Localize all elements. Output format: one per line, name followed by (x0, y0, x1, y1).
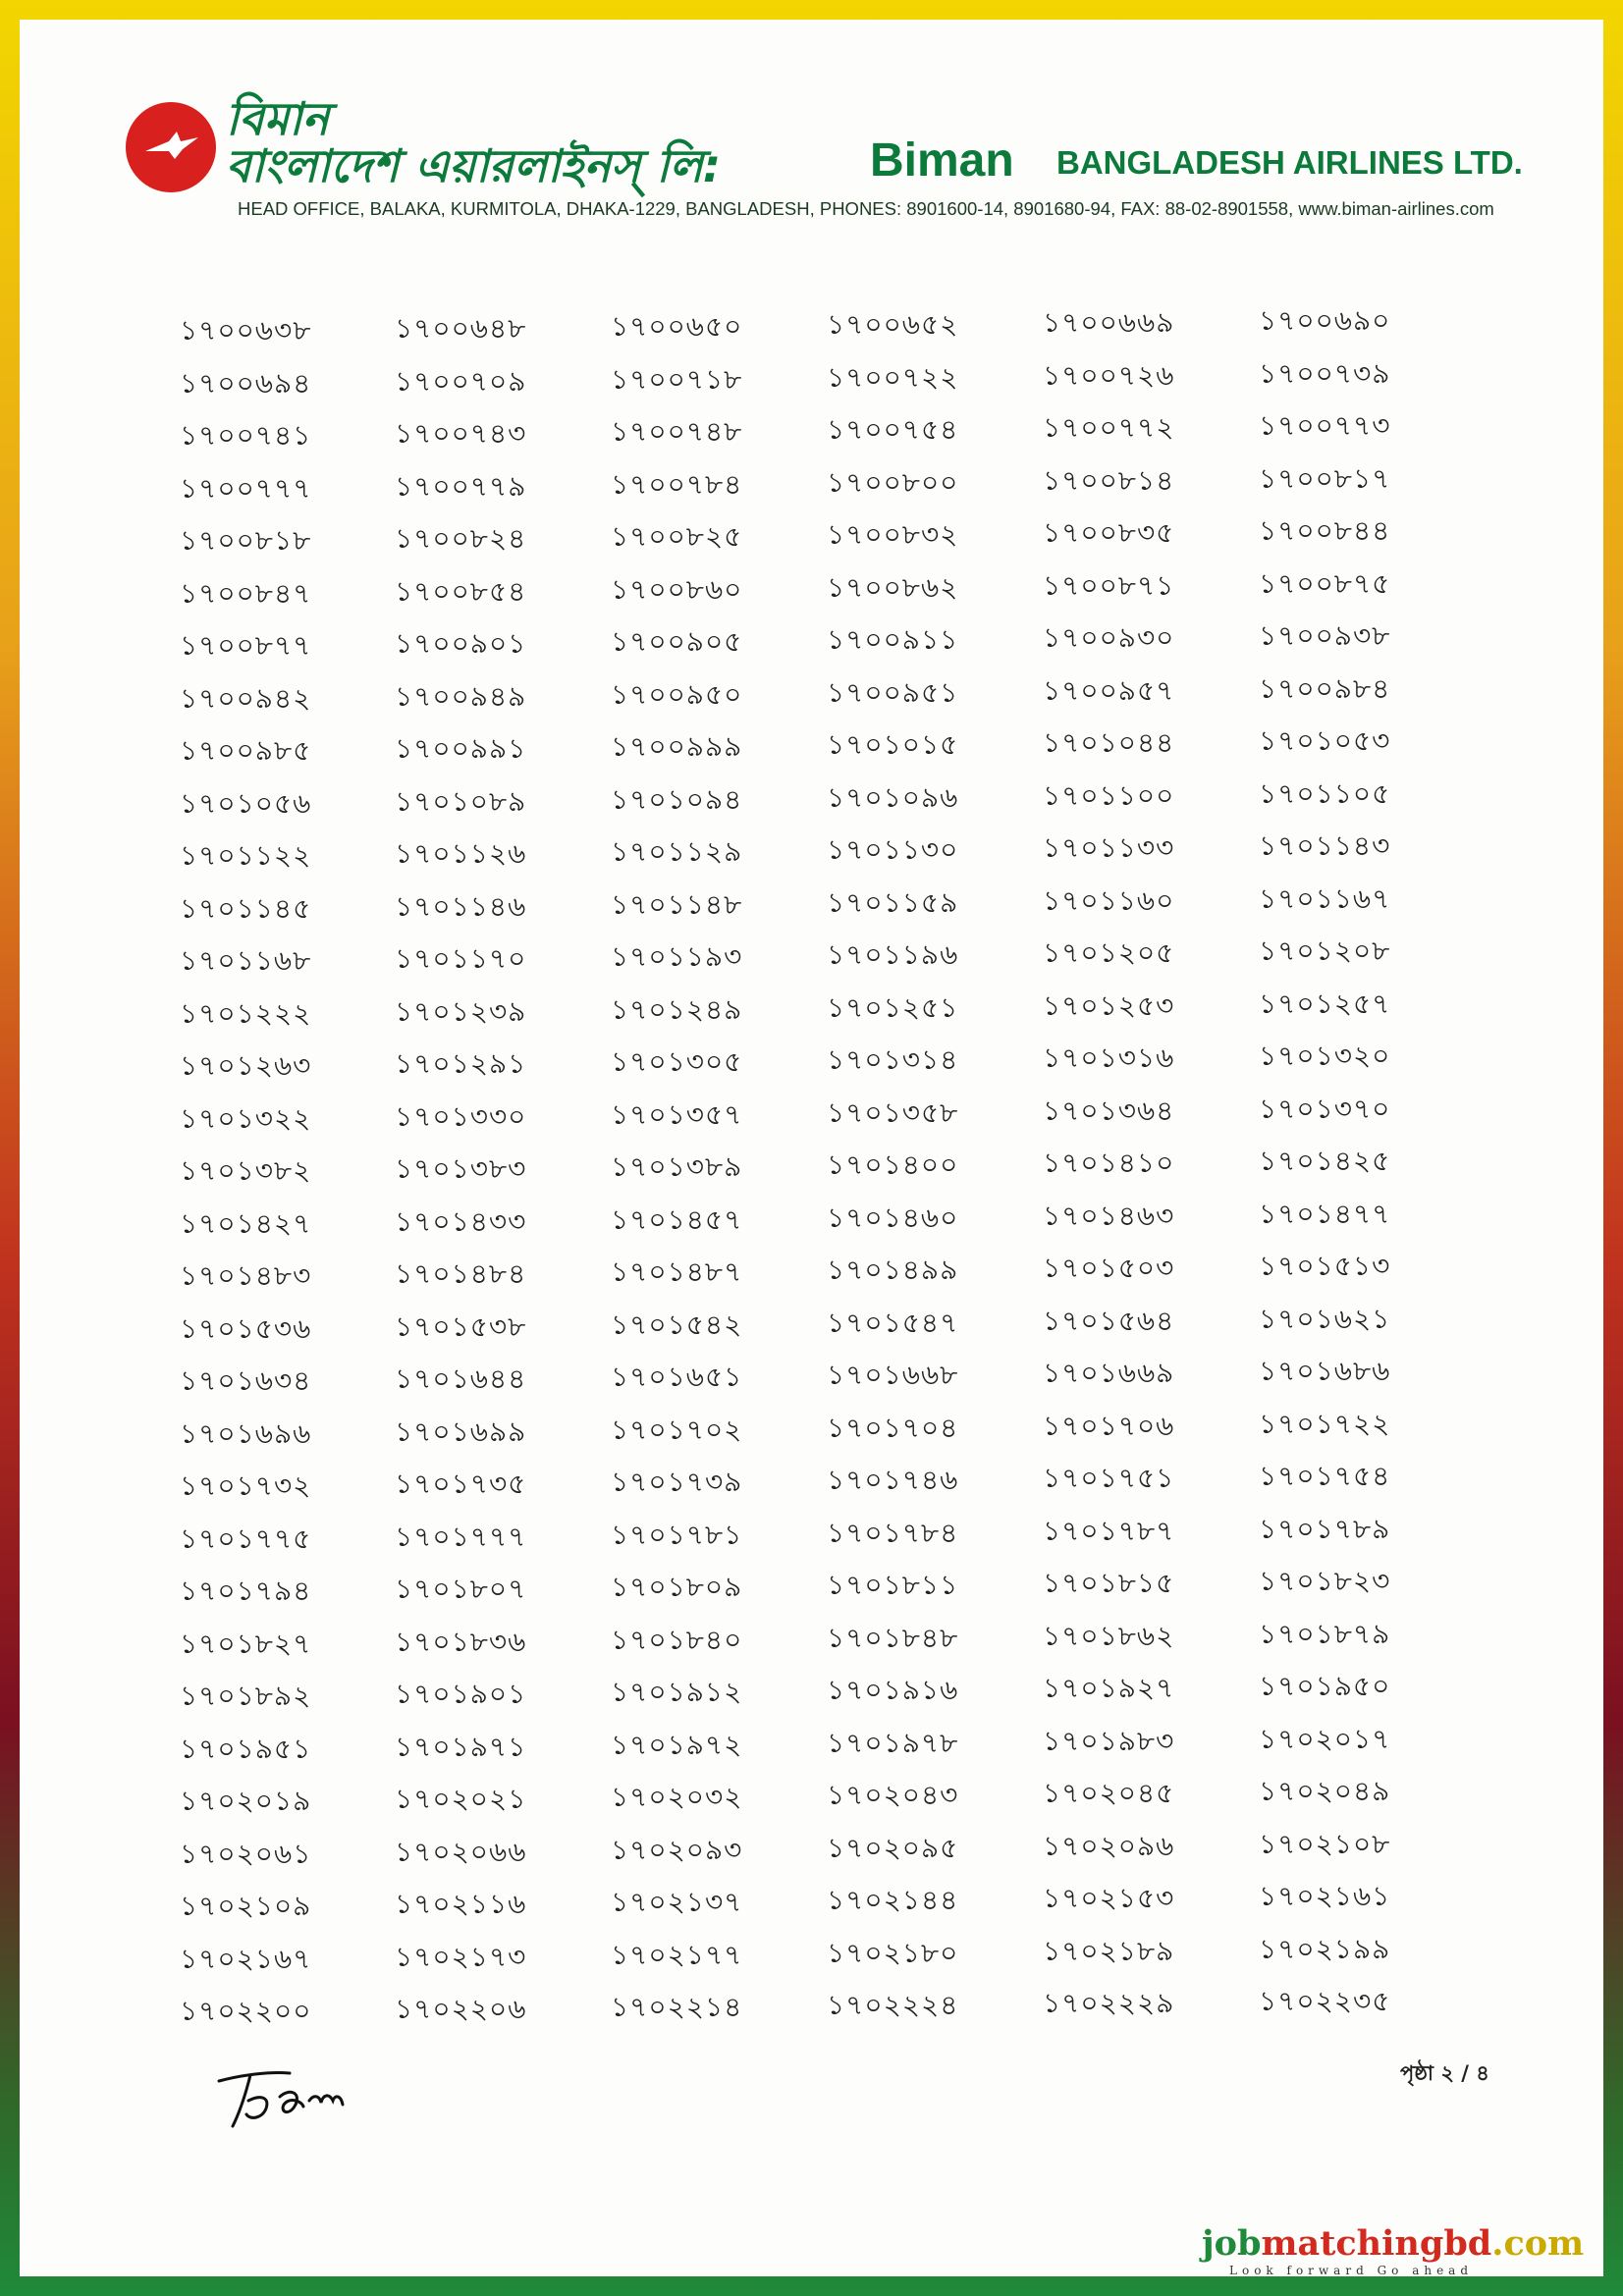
roll-number: ১৭০২০৬১ (180, 1837, 312, 1870)
roll-number: ১৭০১০৪৪ (1043, 726, 1175, 759)
roll-number: ১৭০১৭০৬ (1043, 1409, 1175, 1442)
watermark-part2: matchingbd (1261, 2223, 1492, 2264)
roll-number: ১৭০১২৪৯ (611, 992, 743, 1026)
roll-number: ১৭০১৭৫১ (1043, 1462, 1175, 1494)
roll-number: ১৭০২২০৬ (395, 1993, 527, 2025)
watermark-part3: .com (1491, 2223, 1585, 2264)
roll-number: ১৭০২০৪৩ (827, 1779, 959, 1811)
roll-number: ১৭০০৬৯৪ (180, 366, 312, 400)
roll-number: ১৭০১৯২৭ (1043, 1672, 1175, 1704)
roll-number: ১৭০২০৬৬ (395, 1835, 527, 1868)
roll-number: ১৭০১১৭০ (395, 942, 527, 975)
roll-number: ১৭০০৭৩৯ (1259, 356, 1391, 390)
roll-number: ১৭০১২০৮ (1259, 934, 1391, 967)
roll-number: ১৭০২০৯৬ (1043, 1829, 1175, 1862)
roll-number: ১৭০১৩৫৮ (827, 1095, 959, 1129)
roll-number: ১৭০০৯০১ (395, 627, 527, 660)
roll-number: ১৭০১৮৭৯ (1259, 1617, 1391, 1650)
roll-number: ১৭০০৮৬০ (611, 572, 743, 606)
roll-number: ১৭০১৮০৯ (611, 1571, 743, 1603)
roll-number: ১৭০১৪৮৭ (611, 1255, 743, 1288)
roll-number: ১৭০১৫০৩ (1043, 1252, 1175, 1284)
roll-number: ১৭০১৪৬০ (827, 1201, 959, 1234)
roll-number: ১৭০০৮৪৭ (180, 576, 312, 610)
roll-number: ১৭০১৮১৫ (1043, 1567, 1175, 1599)
roll-number: ১৭০০৭৪৮ (611, 415, 743, 448)
roll-number: ১৭০০৬৪৮ (395, 312, 527, 345)
roll-number-grid (20, 20, 1603, 2276)
roll-number: ১৭০০৯৫১ (827, 675, 959, 709)
roll-number: ১৭০০৯৯৯ (611, 730, 743, 763)
roll-number: ১৭০১৬৬৯ (1043, 1357, 1175, 1389)
roll-number: ১৭০১২৫১ (827, 990, 959, 1024)
head-office-address: HEAD OFFICE, BALAKA, KURMITOLA, DHAKA-1229, BANGLADESH, PHONES: 8901600-14, 8901680-94, FAX: 88-02-8901558, www.biman-airlines.com (238, 198, 1494, 219)
roll-number: ১৭০১৪২৫ (1259, 1145, 1391, 1177)
roll-number: ১৭০১৭৪৬ (827, 1464, 959, 1496)
roll-number: ১৭০০৮৩২ (827, 518, 959, 551)
roll-number: ১৭০২১০৮ (1259, 1827, 1391, 1860)
roll-number: ১৭০২০১৯ (180, 1785, 312, 1817)
roll-number: ১৭০২১৪৪ (827, 1884, 959, 1916)
roll-number: ১৭০১১৬৮ (180, 944, 312, 977)
roll-number: ১৭০০৭৪৩ (395, 417, 527, 450)
roll-number: ১৭০০৭২২ (827, 360, 959, 394)
roll-number: ১৭০১৪০০ (827, 1148, 959, 1181)
roll-number: ১৭০১৫৩৬ (180, 1311, 312, 1345)
roll-number: ১৭০১৮২৭ (180, 1627, 312, 1660)
roll-number: ১৭০২২৩৫ (1259, 1985, 1391, 2017)
signature-icon (211, 2061, 407, 2140)
roll-number: ১৭০১৫১৩ (1259, 1250, 1391, 1282)
roll-number: ১৭০১৭৭৭ (395, 1520, 527, 1553)
roll-number: ১৭০২২২৪ (827, 1989, 959, 2021)
roll-number: ১৭০০৬৬৯ (1043, 306, 1175, 339)
roll-number: ১৭০০৯০৫ (611, 625, 743, 658)
roll-number: ১৭০০৭২৬ (1043, 358, 1175, 392)
roll-number: ১৭০০৯৫০ (611, 677, 743, 711)
roll-number: ১৭০০৮৭১ (1043, 568, 1175, 602)
roll-number: ১৭০১৪৮৩ (180, 1259, 312, 1292)
roll-number: ১৭০১৬৯৯ (395, 1415, 527, 1448)
roll-number: ১৭০১৪৫৭ (611, 1202, 743, 1236)
roll-number: ১৭০২২১৪ (611, 1991, 743, 2023)
roll-number: ১৭০১৭৮৯ (1259, 1512, 1391, 1545)
roll-number: ১৭০১৮১১ (827, 1569, 959, 1601)
roll-number: ১৭০০৯৪৯ (395, 679, 527, 713)
roll-number: ১৭০১৪৮৪ (395, 1257, 527, 1290)
roll-number: ১৭০১৪৩৩ (395, 1204, 527, 1238)
roll-number: ১৭০১৩২০ (1259, 1040, 1391, 1072)
roll-number: ১৭০০৬৫২ (827, 308, 959, 341)
roll-number: ১৭০২০৩২ (611, 1781, 743, 1813)
roll-number: ১৭০১৭৩৯ (611, 1466, 743, 1498)
roll-number: ১৭০০৮২৪ (395, 522, 527, 555)
roll-number: ১৭০১১০৫ (1259, 776, 1391, 810)
watermark-tagline: Look forward Go ahead (1229, 2264, 1474, 2277)
roll-number: ১৭০১২০৫ (1043, 936, 1175, 969)
roll-number: ১৭০২১৬৭ (180, 1942, 312, 1975)
roll-number: ১৭০০৬৯০ (1259, 304, 1391, 337)
roll-number: ১৭০২১৩৭ (611, 1886, 743, 1918)
roll-number: ১৭০১৩১৬ (1043, 1041, 1175, 1074)
roll-number: ১৭০১৩৭০ (1259, 1092, 1391, 1125)
roll-number: ১৭০১২৯১ (395, 1047, 527, 1080)
roll-number: ১৭০১৭৩৫ (395, 1468, 527, 1500)
roll-number: ১৭০১১২২ (180, 839, 312, 872)
roll-number: ১৭০১৮৩৬ (395, 1625, 527, 1658)
roll-number: ১৭০০৯৪২ (180, 681, 312, 715)
roll-number: ১৭০১৬৮৬ (1259, 1355, 1391, 1387)
roll-number: ১৭০১৯১২ (611, 1676, 743, 1708)
bangla-name-line2: বাংলাদেশ এয়ারলাইনস্ লি: (226, 139, 722, 192)
roll-number: ১৭০২২০০ (180, 1995, 312, 2027)
roll-number: ১৭০১৭৯৪ (180, 1575, 312, 1607)
roll-number: ১৭০০৮০০ (827, 465, 959, 499)
roll-number: ১৭০০৭৪১ (180, 419, 312, 452)
roll-number: ১৭০১৯৭৮ (827, 1726, 959, 1759)
roll-number: ১৭০০৭০৯ (395, 364, 527, 398)
roll-number: ১৭০১২৬৩ (180, 1049, 312, 1082)
roll-number: ১৭০০৭৭২ (1043, 411, 1175, 444)
roll-number: ১৭০১৬৩৪ (180, 1364, 312, 1397)
roll-number: ১৭০১৫৪২ (611, 1308, 743, 1341)
roll-number: ১৭০০৯১১ (827, 623, 959, 656)
roll-number: ১৭০১৭০২ (611, 1413, 743, 1446)
roll-number: ১৭০১৯০১ (395, 1678, 527, 1710)
roll-number: ১৭০২০১৭ (1259, 1722, 1391, 1755)
roll-number: ১৭০১৪১০ (1043, 1147, 1175, 1179)
roll-number: ১৭০০৬৫০ (611, 310, 743, 343)
roll-number: ১৭০১৯১৬ (827, 1674, 959, 1706)
roll-number: ১৭০১০১৫ (827, 728, 959, 761)
roll-number: ১৭০১২২২ (180, 996, 312, 1030)
roll-number: ১৭০১১৬৭ (1259, 881, 1391, 915)
roll-number: ১৭০২১৯৯ (1259, 1932, 1391, 1965)
roll-number: ১৭০০৭৭৯ (395, 469, 527, 503)
roll-number: ১৭০১৩৩০ (395, 1099, 527, 1133)
roll-number: ১৭০১১৬০ (1043, 883, 1175, 917)
roll-number: ১৭০২১৬১ (1259, 1880, 1391, 1912)
roll-number: ১৭০১৩৮৩ (395, 1152, 527, 1185)
roll-number: ১৭০২০৪৯ (1259, 1775, 1391, 1807)
roll-number: ১৭০০৮২৫ (611, 520, 743, 553)
roll-number: ১৭০০৭৭৭ (180, 471, 312, 505)
roll-number: ১৭০১০৯৬ (827, 780, 959, 814)
roll-number: ১৭০১১২৯ (611, 835, 743, 868)
roll-number: ১৭০২০৪৫ (1043, 1777, 1175, 1809)
roll-number: ১৭০১৬৫১ (611, 1361, 743, 1393)
roll-number: ১৭০০৮৩৫ (1043, 516, 1175, 549)
roll-number: ১৭০১৩২২ (180, 1101, 312, 1135)
english-biman: Biman (870, 134, 1014, 187)
roll-number: ১৭০১০৫৬ (180, 786, 312, 820)
roll-number: ১৭০২১১৬ (395, 1888, 527, 1920)
roll-number: ১৭০০৬৩৮ (180, 314, 312, 347)
roll-number: ১৭০১৪২৭ (180, 1206, 312, 1240)
roll-number: ১৭০১৩৮২ (180, 1154, 312, 1187)
roll-number: ১৭০১৮২৩ (1259, 1565, 1391, 1597)
roll-number: ১৭০১৫৬৪ (1043, 1304, 1175, 1337)
roll-number: ১৭০০৯৮৪ (1259, 671, 1391, 705)
roll-number: ১৭০১১৩৩ (1043, 831, 1175, 864)
roll-number: ১৭০০৮৭৭ (180, 629, 312, 662)
roll-number: ১৭০০৮১৭ (1259, 461, 1391, 495)
roll-number: ১৭০১৩০৫ (611, 1045, 743, 1078)
roll-number: ১৭০১৪৭৭ (1259, 1197, 1391, 1230)
watermark-part1: job (1202, 2223, 1262, 2264)
roll-number: ১৭০১৮০৭ (395, 1573, 527, 1605)
roll-number: ১৭০২১৮৯ (1043, 1934, 1175, 1967)
roll-number: ১৭০১৬৯৬ (180, 1416, 312, 1450)
roll-number: ১৭০১৮৬২ (1043, 1619, 1175, 1652)
roll-number: ১৭০১০৮৯ (395, 784, 527, 818)
roll-number: ১৭০১১৪৫ (180, 891, 312, 925)
roll-number: ১৭০১৮৪৮ (827, 1621, 959, 1654)
roll-number: ১৭০১৯৭২ (611, 1728, 743, 1761)
roll-number: ১৭০১৭৮৭ (1043, 1514, 1175, 1547)
roll-number: ১৭০১৮৯২ (180, 1680, 312, 1712)
roll-number: ১৭০২১৭৩ (395, 1940, 527, 1973)
roll-number: ১৭০১০৫৩ (1259, 724, 1391, 757)
roll-number: ১৭০০৮৫৪ (395, 574, 527, 608)
roll-number: ১৭০১৬৬৮ (827, 1359, 959, 1391)
roll-number: ১৭০১৭৫৪ (1259, 1460, 1391, 1492)
roll-number: ১৭০২০৯৫ (827, 1831, 959, 1864)
roll-number: ১৭০২০২১ (395, 1783, 527, 1815)
bangla-name-line1: বিমান (226, 92, 330, 145)
roll-number: ১৭০১৯৫১ (180, 1732, 312, 1765)
roll-number: ১৭০১১৩০ (827, 833, 959, 866)
roll-number: ১৭০০৯৩০ (1043, 621, 1175, 654)
roll-number: ১৭০০৭৮৪ (611, 467, 743, 501)
roll-number: ১৭০১৫৩৮ (395, 1309, 527, 1343)
roll-number: ১৭০২০৯৩ (611, 1833, 743, 1866)
roll-number: ১৭০০৯৫৭ (1043, 673, 1175, 707)
roll-number: ১৭০১৯৫০ (1259, 1670, 1391, 1702)
roll-number: ১৭০১৭৭৫ (180, 1522, 312, 1555)
roll-number: ১৭০১৬২১ (1259, 1302, 1391, 1335)
roll-number: ১৭০১৭৮৪ (827, 1516, 959, 1549)
english-company-name: BANGLADESH AIRLINES LTD. (1056, 144, 1523, 181)
roll-number: ১৭০০৮৭৫ (1259, 566, 1391, 600)
roll-number: ১৭০২২২৯ (1043, 1987, 1175, 2019)
roll-number: ১৭০১৭৮১ (611, 1518, 743, 1551)
roll-number: ১৭০১৩১৪ (827, 1043, 959, 1076)
roll-number: ১৭০০৭৫৪ (827, 413, 959, 446)
roll-number: ১৭০১২৩৯ (395, 994, 527, 1028)
roll-number: ১৭০১৩৬৪ (1043, 1094, 1175, 1127)
roll-number: ১৭০১৩৮৯ (611, 1150, 743, 1183)
roll-number: ১৭০১৮৪০ (611, 1623, 743, 1656)
roll-number: ১৭০১৪৯৯ (827, 1254, 959, 1286)
roll-number: ১৭০১১৫৯ (827, 885, 959, 919)
roll-number: ১৭০০৯৩৮ (1259, 619, 1391, 652)
roll-number: ১৭০১৭২২ (1259, 1407, 1391, 1440)
roll-number: ১৭০০৯৮৫ (180, 734, 312, 767)
roll-number: ১৭০১৭৩২ (180, 1469, 312, 1502)
roll-number: ১৭০১১২৬ (395, 837, 527, 870)
roll-number: ১৭০১১৪৮ (611, 887, 743, 921)
roll-number: ১৭০২১০৯ (180, 1890, 312, 1922)
roll-number: ১৭০১৫৪৭ (827, 1306, 959, 1339)
roll-number: ১৭০০৯৯১ (395, 732, 527, 765)
roll-number: ১৭০০৮৪৪ (1259, 514, 1391, 547)
roll-number: ১৭০০৭৭৩ (1259, 409, 1391, 442)
roll-number: ১৭০১১০০ (1043, 778, 1175, 812)
roll-number: ১৭০১২৫৩ (1043, 988, 1175, 1022)
roll-number: ১৭০১১৯৩ (611, 940, 743, 973)
roll-number: ১৭০০৮১৪ (1043, 463, 1175, 497)
roll-number: ১৭০১৭০৪ (827, 1411, 959, 1444)
roll-number: ১৭০১১৯৬ (827, 938, 959, 971)
roll-number: ১৭০১৯৮৩ (1043, 1724, 1175, 1757)
roll-number: ১৭০১০৯৪ (611, 782, 743, 816)
roll-number: ১৭০২১৭৭ (611, 1938, 743, 1971)
roll-number: ১৭০০৮১৮ (180, 524, 312, 557)
roll-number: ১৭০১৪৬৩ (1043, 1199, 1175, 1232)
roll-number: ১৭০১১৪৩ (1259, 829, 1391, 862)
roll-number: ১৭০০৮৬২ (827, 570, 959, 604)
roll-number: ১৭০১৬৪৪ (395, 1362, 527, 1395)
roll-number: ১৭০২১৮০ (827, 1936, 959, 1969)
roll-number: ১৭০১৩৫৭ (611, 1097, 743, 1131)
watermark-logo (1202, 2224, 1614, 2264)
roll-number: ১৭০২১৫৩ (1043, 1882, 1175, 1914)
roll-number: ১৭০১১৪৬ (395, 889, 527, 923)
page-number: পৃষ্ঠা ২ / ৪ (1400, 2061, 1489, 2085)
document-page (20, 20, 1603, 2276)
roll-number: ১৭০১২৫৭ (1259, 987, 1391, 1020)
roll-number: ১৭০১৯৭১ (395, 1730, 527, 1763)
roll-number: ১৭০০৭১৮ (611, 362, 743, 396)
